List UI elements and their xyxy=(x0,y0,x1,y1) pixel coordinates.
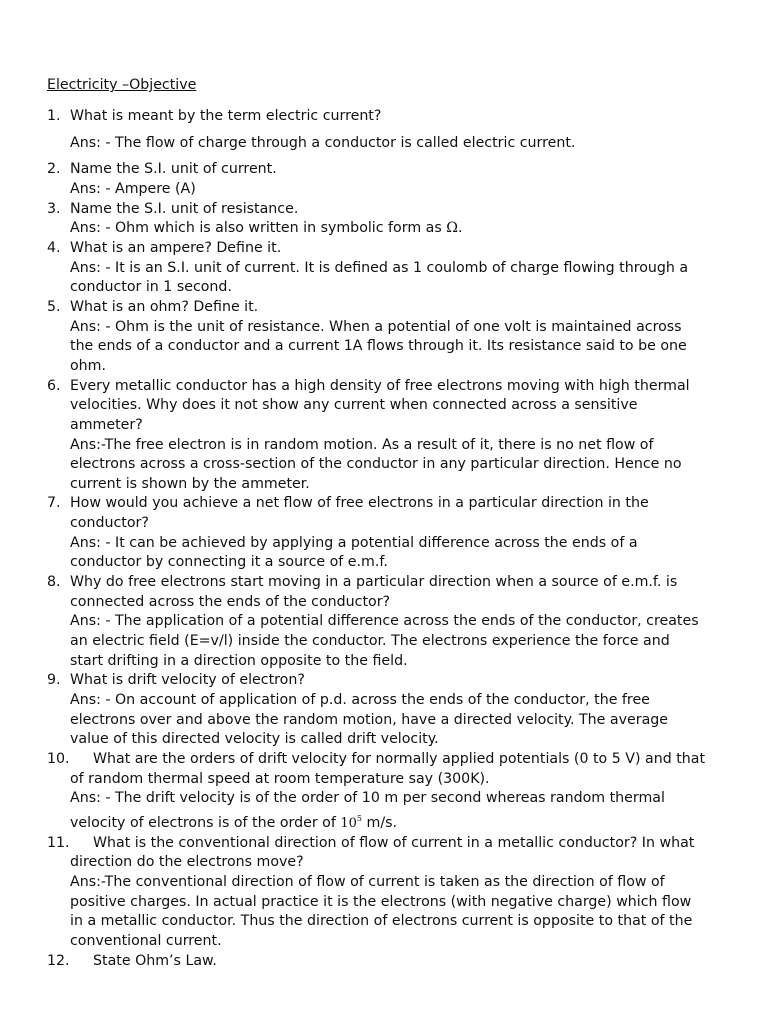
question-item-8 xyxy=(47,573,707,671)
question-number: 8. xyxy=(47,574,61,591)
question-item-5 xyxy=(47,298,707,377)
answer-text xyxy=(70,219,707,239)
answer-text: Ans: - On account of application of p.d. across the ends of the conductor, the free electrons over and above the random motion, have a directed velocity. The average value of this directed velocity is called drift velocity. xyxy=(70,692,668,748)
question-text: Every metallic conductor has a high density of free electrons moving with high thermal velocities. Why does it not show any current when connected across a sensitive ammeter? xyxy=(70,377,690,433)
question-number: 4. xyxy=(47,239,61,256)
question-text: Name the S.I. unit of current. xyxy=(70,161,277,178)
question-number: 1. xyxy=(47,108,61,124)
answer-text: Ans: - It can be achieved by applying a potential difference across the ends of a conductor by connecting it a source of e.m.f. xyxy=(70,534,638,571)
answer-text: Ans:-The conventional direction of flow of current is taken as the direction of flow of positive charges. In actual practice it is the electrons (with negative charge) which flow in a metallic conductor. Thus the direction of electrons current is opposite to that of the conventional current. xyxy=(70,873,693,949)
question-text: What is drift velocity of electron? xyxy=(70,672,305,689)
answer-text: Ans: - The application of a potential difference across the ends of the conductor, creates an electric field (E=v/l) inside the conductor. The electrons experience the force and start drifting in a direction opposite to the field. xyxy=(70,613,699,669)
question-item-6 xyxy=(47,377,707,495)
document-page xyxy=(47,75,707,971)
answer-text: Ans: - Ampere (A) xyxy=(70,180,196,197)
answer-text-part: . xyxy=(458,220,463,237)
question-item-2 xyxy=(47,160,707,199)
question-number: 11. xyxy=(47,834,70,851)
question-text: Name the S.I. unit of resistance. xyxy=(70,200,299,217)
answer-text-part: Ans: - Ohm which is also written in symbolic form as xyxy=(70,220,447,237)
question-number: 2. xyxy=(47,161,61,178)
answer-text: Ans: - It is an S.I. unit of current. It is defined as 1 coulomb of charge flowing through a conductor in 1 second. xyxy=(70,259,689,296)
question-item-7 xyxy=(47,494,707,573)
question-text: How would you achieve a net flow of free electrons in a particular direction in the conductor? xyxy=(70,495,649,532)
question-text: What are the orders of drift velocity for normally applied potentials (0 to 5 V) and that of random thermal speed at room temperature say (300K). xyxy=(70,751,706,787)
question-item-3 xyxy=(47,200,707,239)
omega-symbol: Ω xyxy=(446,220,459,237)
question-item-9 xyxy=(47,671,707,750)
question-text: What is meant by the term electric current? xyxy=(70,108,382,124)
question-item-1 xyxy=(47,107,707,153)
question-item-12 xyxy=(47,952,707,972)
question-text: What is an ohm? Define it. xyxy=(70,298,259,315)
question-number: 3. xyxy=(47,200,61,217)
answer-text: Ans:-The free electron is in random motion. As a result of it, there is no net flow of electrons across a cross-section of the conductor in any particular direction. Hence no current is shown by the ammeter. xyxy=(70,436,682,492)
question-number: 6. xyxy=(47,377,61,394)
document-title: Electricity –Objective xyxy=(47,77,197,93)
exponent-base: 10 xyxy=(340,815,357,831)
answer-text xyxy=(70,789,707,833)
answer-text-part: Ans: - The drift velocity is of the order of 10 m per second whereas random thermal velocity of electrons is of the order of xyxy=(70,790,665,831)
question-list xyxy=(47,107,707,971)
answer-text-part: m/s. xyxy=(362,814,398,831)
scientific-notation xyxy=(340,813,362,831)
exponent-power: 5 xyxy=(356,813,362,823)
answer-text: Ans: - Ohm is the unit of resistance. When a potential of one volt is maintained across the ends of a conductor and a current 1A flows through it. Its resistance said to be one ohm. xyxy=(70,318,687,374)
question-item-10 xyxy=(47,750,707,834)
answer-text: Ans: - The flow of charge through a conductor is called electric current. xyxy=(70,134,576,151)
question-number: 12. xyxy=(47,952,70,969)
question-number: 5. xyxy=(47,298,61,315)
question-item-11 xyxy=(47,834,707,952)
question-text: What is an ampere? Define it. xyxy=(70,239,282,256)
question-text: State Ohm’s Law. xyxy=(93,952,217,969)
question-number: 10. xyxy=(47,751,70,767)
question-number: 9. xyxy=(47,672,61,689)
question-item-4 xyxy=(47,239,707,298)
question-text: What is the conventional direction of flow of current in a metallic conductor? In what direction do the electrons move? xyxy=(70,834,695,871)
question-text: Why do free electrons start moving in a particular direction when a source of e.m.f. is connected across the ends of the conductor? xyxy=(70,574,678,610)
question-number: 7. xyxy=(47,495,61,512)
